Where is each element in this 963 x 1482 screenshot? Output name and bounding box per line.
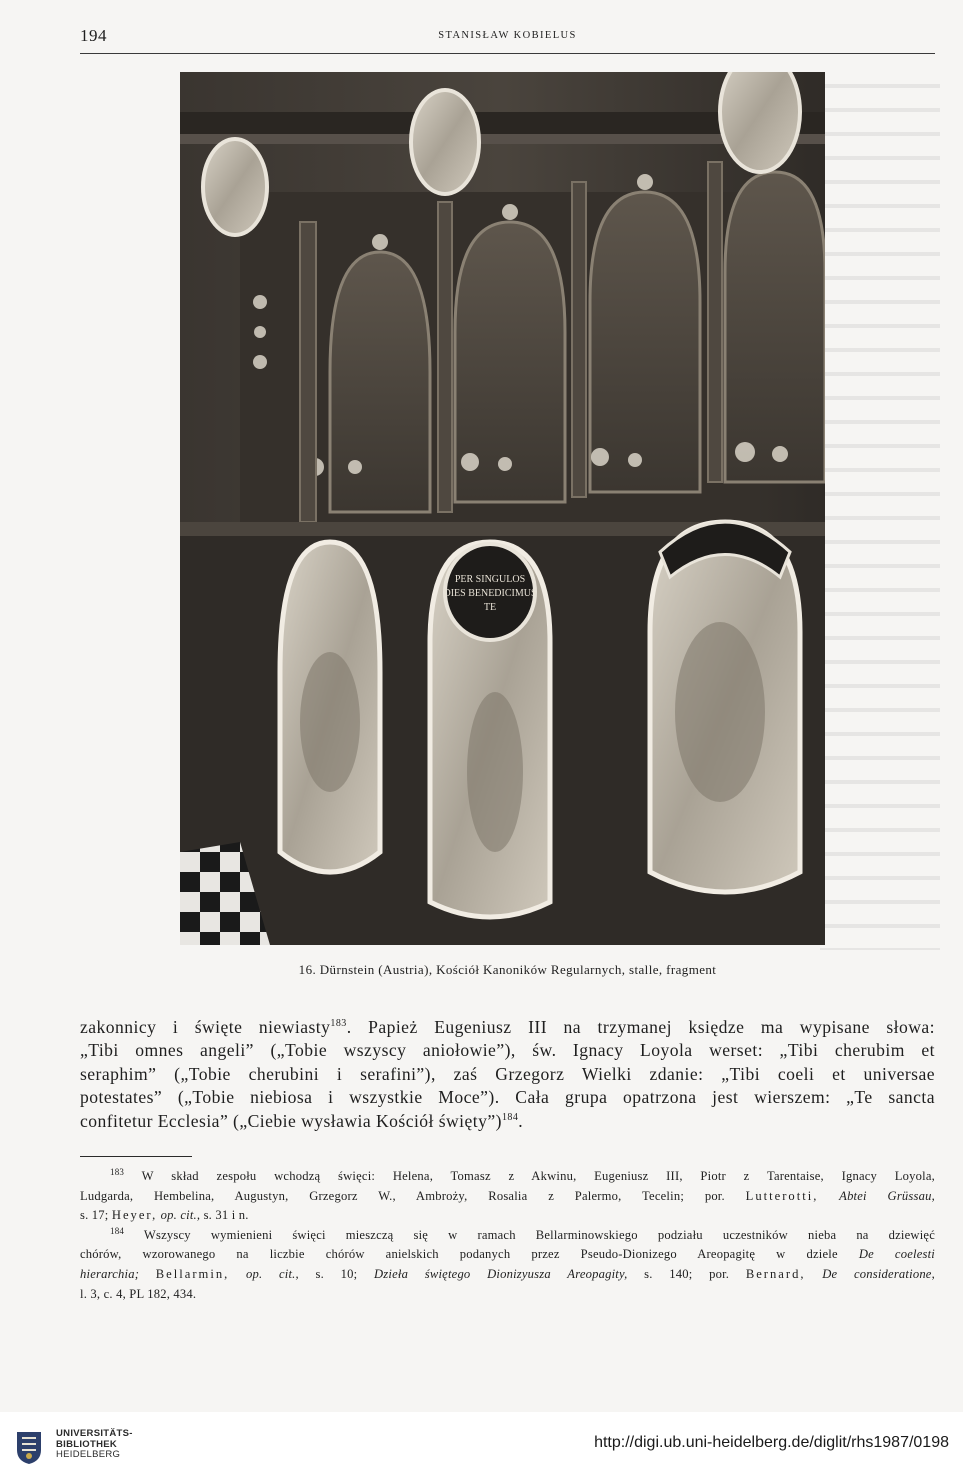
body-line: „Tibi omnes angeli” („Tobie wszyscy aniołowie”), św. Ignacy Loyola werset: „Tibi cherubim et — [80, 1040, 935, 1061]
footnote-184-line-2 — [80, 1245, 935, 1265]
page-header — [80, 26, 935, 52]
footnote-text: Wszyscy wymienieni święci mieszczą się w ramach Bellarminowskiego podziału uczestników nieba na dziewięć — [143, 1227, 935, 1242]
footnote-number: 184 — [110, 1225, 125, 1236]
bleed-through-shadow — [820, 70, 940, 950]
footnote-title: hierarchia; — [80, 1266, 140, 1281]
choir-stalls-illustration — [180, 72, 825, 945]
footnote-183-line-3 — [80, 1206, 935, 1226]
university-seal-icon — [14, 1430, 44, 1466]
figure-caption: 16. Dürnstein (Austria), Kościół Kanoników Regularnych, stalle, fragment — [298, 962, 717, 977]
page-number: 194 — [80, 26, 107, 45]
footnote-text: s. 10; — [315, 1266, 358, 1281]
footnote-text: W skład zespołu wchodzą święci: Helena, Tomasz z Akwinu, Eugeniusz III, Piotr z Tarentaise, Ignacy Loyola, — [141, 1169, 936, 1183]
body-line-text: . — [518, 1110, 524, 1131]
footnote-title: De coelesti — [858, 1247, 935, 1262]
footnote-title: Dzieła świętego Dionizyusza Areopagity, — [374, 1266, 628, 1281]
footnote-number: 183 — [110, 1167, 125, 1177]
center-plaque-text-3: TE — [483, 602, 497, 613]
body-line — [80, 1110, 935, 1133]
footnote-183-line-2 — [80, 1187, 935, 1207]
footnote-ref: op. cit., — [245, 1266, 299, 1281]
library-line-1: UNIVERSITÄTS- — [56, 1428, 133, 1439]
footnote-184-line-1 — [80, 1226, 935, 1246]
source-url-link[interactable]: http://digi.ub.uni-heidelberg.de/diglit/rhs1987/0198 — [594, 1434, 949, 1451]
footnote-ref-183: 183 — [330, 1018, 347, 1029]
body-line-text: confitetur Ecclesia” („Ciebie wysławia Kościół święty”) — [80, 1110, 502, 1131]
footnote-text: chórów, wzorowanego na liczbie chórów anielskich podanych przez Pseudo-Dionizego Areopagitę w dziele — [80, 1247, 838, 1262]
footnote-text: s. 31 i n. — [203, 1208, 249, 1223]
footnote-title: Abtei Grüssau, — [839, 1188, 935, 1203]
body-line-text: . Papież Eugeniusz III na trzymanej księdze ma wypisane słowa: — [346, 1017, 935, 1037]
footnote-text: s. 17; — [80, 1208, 109, 1223]
footnotes — [80, 1167, 935, 1304]
footnote-author: Lutterotti, — [745, 1188, 819, 1203]
footnote-ref-184: 184 — [501, 1111, 519, 1123]
center-plaque-text-2: DIES BENEDICIMUS — [443, 588, 537, 599]
footnote-184-line-3 — [80, 1265, 935, 1285]
footnote-author: Heyer, — [111, 1208, 158, 1223]
footnote-184-line-4: l. 3, c. 4, PL 182, 434. — [80, 1286, 197, 1301]
library-line-2: BIBLIOTHEK — [56, 1438, 118, 1450]
footnote-title: De consideratione, — [822, 1266, 935, 1281]
body-line: potestates” („Tobie niebiosa i wszystkie Moce”). Cała grupa opatrzona jest wierszem: „Te sancta — [80, 1087, 935, 1108]
footnote-text: Ludgarda, Hembelina, Augustyn, Grzegorz W., Ambroży, Rosalia z Palermo, Tecelin; por. — [80, 1188, 725, 1203]
footnote-ref: op. cit., — [160, 1208, 201, 1223]
running-head: STANISŁAW KOBIELUS — [438, 30, 577, 41]
body-paragraph — [80, 1016, 935, 1133]
body-line-text: zakonnicy i święte niewiasty — [80, 1017, 331, 1037]
footnote-author: Bernard, — [745, 1266, 806, 1281]
body-line — [80, 1016, 935, 1039]
library-line-3: HEIDELBERG — [56, 1449, 121, 1460]
body-line: seraphim” („Tobie cherubini i serafini”), zaś Grzegorz Wielki zdanie: „Tibi coeli et universae — [80, 1063, 935, 1084]
footnote-183-line-1 — [80, 1167, 935, 1187]
figure-photograph — [180, 72, 825, 945]
center-plaque-text-1: PER SINGULOS — [454, 574, 526, 585]
footer-bar — [0, 1412, 963, 1482]
header-rule — [80, 53, 935, 54]
footnote-author: Bellarmin, — [155, 1266, 230, 1281]
footnote-text: s. 140; por. — [644, 1266, 730, 1281]
library-name — [56, 1429, 133, 1461]
footnote-rule — [80, 1156, 192, 1157]
